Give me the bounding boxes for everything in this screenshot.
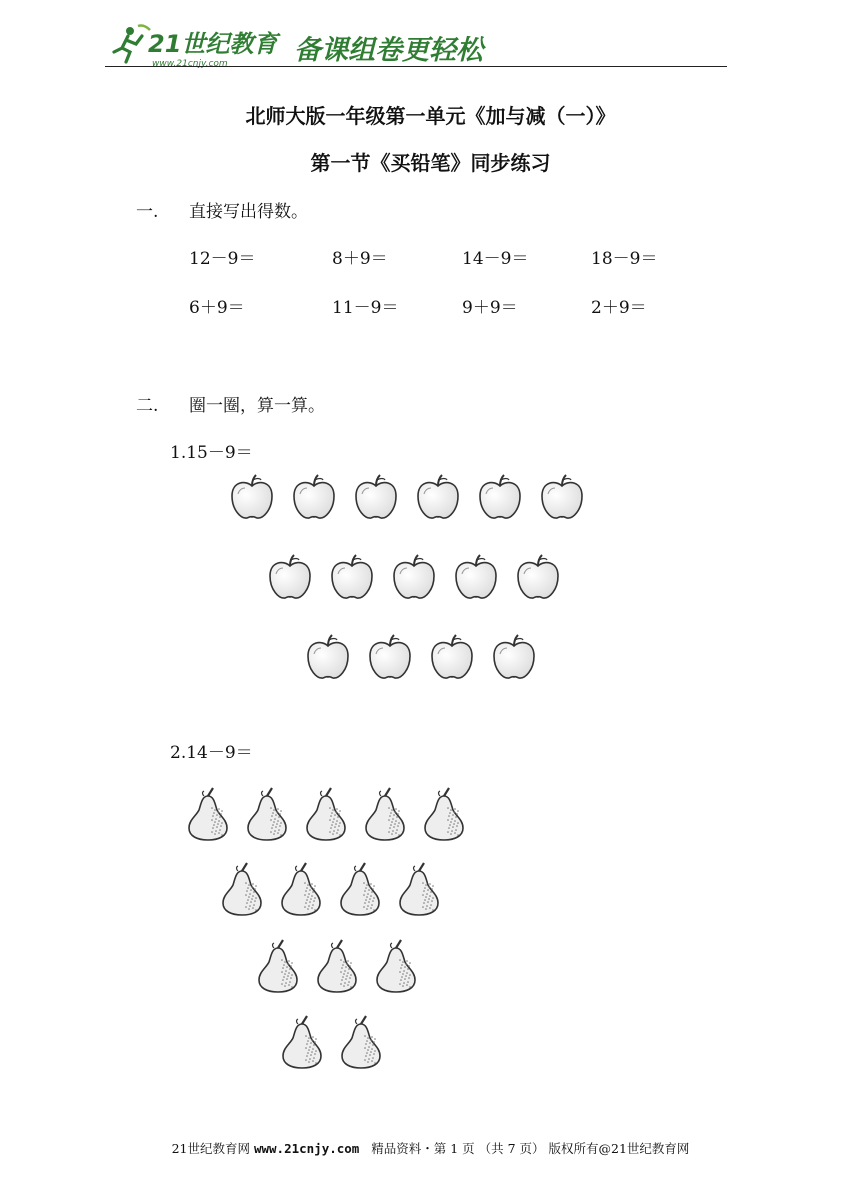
pear-icon xyxy=(420,786,468,846)
apple-icon xyxy=(428,632,476,686)
pear-icon xyxy=(184,786,232,846)
pear-icon xyxy=(313,938,361,998)
section2-instruction: 圈一圈，算一算。 xyxy=(189,396,325,416)
section1-instruction: 直接写出得数。 xyxy=(189,202,308,222)
pear-icon xyxy=(218,861,266,921)
apple-icon xyxy=(328,552,376,606)
svg-text:备课组卷更轻松: 备课组卷更轻松 xyxy=(294,35,483,66)
equation-1: 12－9＝ xyxy=(189,249,256,269)
section2-label: 二. xyxy=(136,396,159,416)
page-title: 北师大版一年级第一单元《加与减（一）》 xyxy=(245,104,616,128)
apple-icon xyxy=(476,472,524,526)
question-2: 2.14－9＝ xyxy=(170,743,253,763)
apple-icon xyxy=(452,552,500,606)
pear-icon xyxy=(254,938,302,998)
apple-icon xyxy=(366,632,414,686)
pear-icon xyxy=(277,861,325,921)
page-subtitle: 第一节《买铅笔》同步练习 xyxy=(310,151,551,175)
section1-label: 一. xyxy=(136,202,159,222)
pear-icon xyxy=(243,786,291,846)
footer-site-url: www.21cnjy.com xyxy=(253,1141,360,1156)
pear-icon xyxy=(372,938,420,998)
equation-6: 11－9＝ xyxy=(332,298,399,318)
equation-2: 8＋9＝ xyxy=(332,249,388,269)
footer-site-name: 21世纪教育网 xyxy=(171,1141,250,1156)
header-rule xyxy=(105,66,727,67)
question-1: 1.15－9＝ xyxy=(170,443,253,463)
apple-icon xyxy=(266,552,314,606)
svg-text:www.21cnjy.com: www.21cnjy.com xyxy=(152,59,228,69)
apple-icon xyxy=(304,632,352,686)
pear-icon xyxy=(395,861,443,921)
svg-text:21世纪教育: 21世纪教育 xyxy=(148,30,278,58)
equation-3: 14－9＝ xyxy=(462,249,529,269)
equation-4: 18－9＝ xyxy=(591,249,658,269)
apple-icon xyxy=(414,472,462,526)
apple-icon xyxy=(538,472,586,526)
pear-icon xyxy=(361,786,409,846)
equation-7: 9＋9＝ xyxy=(462,298,518,318)
runner-logo-icon xyxy=(108,22,528,70)
apple-icon xyxy=(490,632,538,686)
apple-icon xyxy=(228,472,276,526)
pear-icon xyxy=(302,786,350,846)
apple-icon xyxy=(290,472,338,526)
header-logo xyxy=(108,22,528,70)
pear-icon xyxy=(336,861,384,921)
apple-icon xyxy=(514,552,562,606)
pear-icon xyxy=(337,1014,385,1074)
equation-5: 6＋9＝ xyxy=(189,298,245,318)
footer-text: 精品资料・第 1 页 （共 7 页） 版权所有@21世纪教育网 xyxy=(371,1141,690,1156)
apple-icon xyxy=(390,552,438,606)
pear-icon xyxy=(278,1014,326,1074)
apple-icon xyxy=(352,472,400,526)
page-footer xyxy=(0,1139,861,1157)
equation-8: 2＋9＝ xyxy=(591,298,647,318)
